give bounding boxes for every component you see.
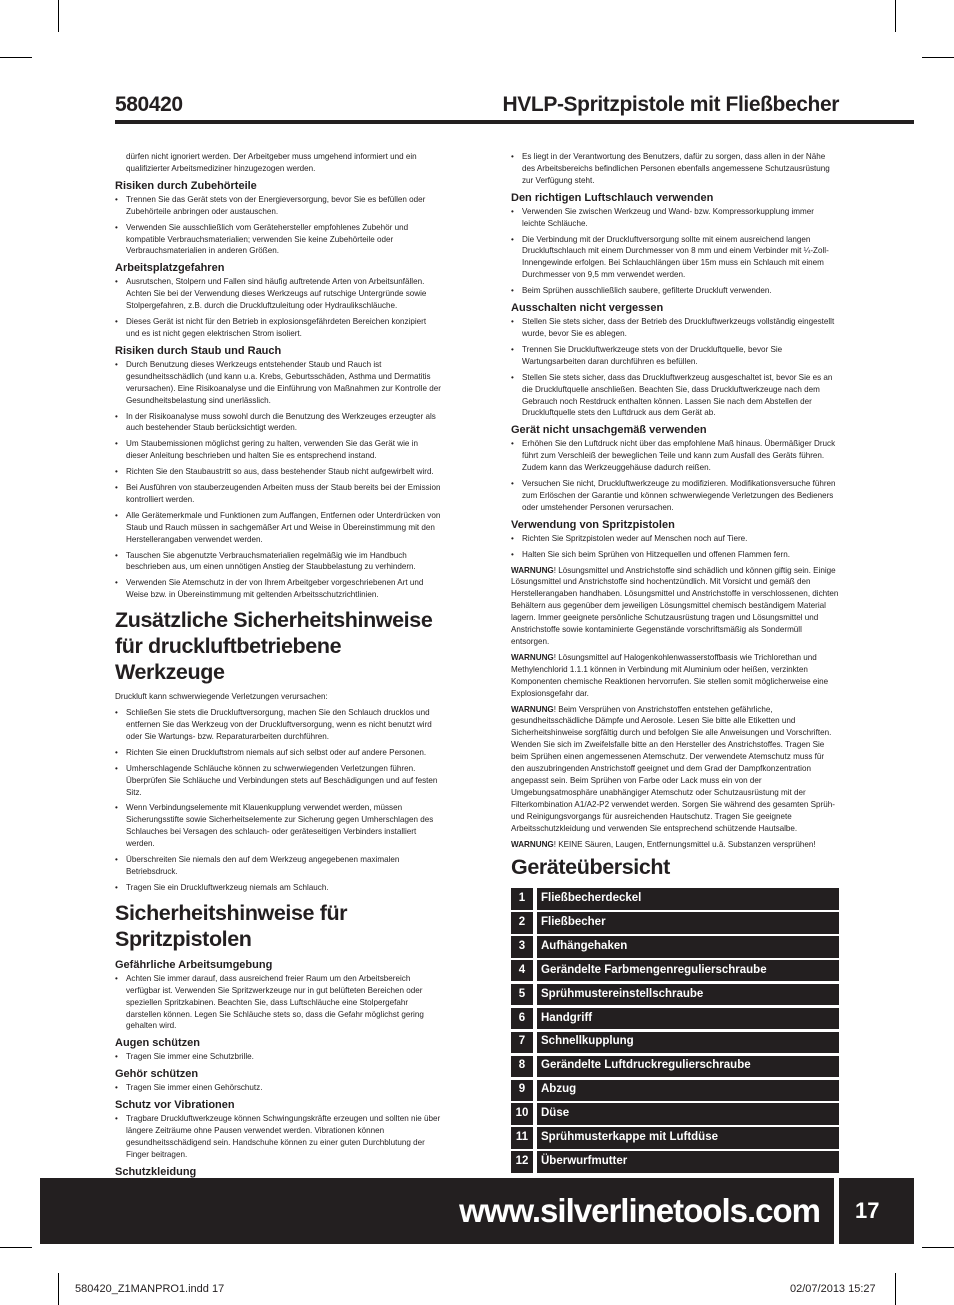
list-item: • Ausrutschen, Stolpern und Fallen sind häufig auftretende Arten von Arbeitsunfällen. Achten Sie bei der Verwendung dieses Werkzeugs auf rutschige Untergründe sowie Stolpergefahren, z.B. durch die Druckluftzuleitung oder Hydraulikschläuche. [115,276,441,312]
section-heading: Gefährliche Arbeitsumgebung [115,958,273,971]
warning-label: WARNUNG [511,839,554,849]
list-item: • Erhöhen Sie den Luftdruck nicht über das empfohlene Maß hinaus. Übermäßiger Druck führt zum Verschleiß der beweglichen Teile und kann zum Ausfall des Geräts führen. Zudem kann das Werkzeuggehäuse dadurch reißen. [511,438,839,474]
part-row [511,1127,839,1148]
list-item: • Richten Sie einen Druckluftstrom niemals auf sich selbst oder auf andere Personen. [115,747,441,759]
part-number: 12 [511,1151,533,1172]
section-heading: Schutzkleidung [115,1165,197,1178]
part-label: Schnellkupplung [537,1032,839,1053]
part-number: 2 [511,912,533,933]
list-item: • Überschreiten Sie niemals den auf dem Werkzeug angegebenen maximalen Betriebsdruck. [115,854,441,878]
part-row [511,912,839,933]
warning-paragraph [511,839,839,851]
section-heading: Gerät nicht unsachgemäß verwenden [511,424,707,437]
crop-mark [922,57,954,58]
warning-paragraph [511,565,839,648]
list-item: • Wenn Verbindungselemente mit Klauenkupplung verwendet werden, müssen Sicherungsstifte sowie Sicherheitselemente zur Sicherung gegen Umherschlagen des Schlauches bei Versagen des schlauch- oder geräteseitigen Verbinders installiert werden. [115,802,441,850]
list-item: • Verwenden Sie ausschließlich vom Gerätehersteller empfohlenes Zubehör und kompatible Verbrauchsmaterialien; verwenden Sie keine Zubehörteile oder Verbrauchsmaterialien in anderen Größen. [115,222,441,258]
major-heading: Sicherheitshinweise für Spritzpistolen [115,900,348,951]
part-row [511,888,839,909]
part-label: Handgriff [537,1008,839,1029]
bullet-list [511,438,839,513]
warning-text: ! Beim Versprühen von Anstrichstoffen entstehen gefährliche, gesundheitsschädliche Dämpfe und Aerosole. Lesen Sie bitte alle Etiketten und Sicherheitshinweise sorgfältig durch und befolgen Sie alle Anweisungen und Vorschriften. Wenden Sie sich im Zweifelsfalle bitte an den Hersteller des Anstrichstoffes. Tragen Sie beim Sprühen einen angemessenen Atemschutz. Der verwendete Atemschutz muss für den auszubringenden Anstrichstoff geeignet und dem Grad der Dampfkonzentration angepasst sein. Beim Sprühen von Farbe oder Lack muss ein von der Umgebungsatmosphäre unabhängiger Atemschutz oder Schutzausrüstung mit der Filterkombination A1/A2-P2 verwendet werden. Sorgen Sie während des gesamten Sprüh- und Reinigungsvorgangs für ausreichenden Hautschutz. Tragen Sie geeignete Arbeitsschutzkleidung und verwenden Sie entsprechend schützende Hautsalbe. [511,704,835,833]
bullet-list [115,276,441,340]
part-label: Abzug [537,1080,839,1101]
warning-paragraph [511,652,839,700]
part-label: Düse [537,1103,839,1124]
part-label: Fließbecherdeckel [537,888,839,909]
crop-mark [0,1247,32,1248]
section-heading: Ausschalten nicht vergessen [511,302,664,315]
section-heading: Augen schützen [115,1037,200,1050]
bullet-list [115,707,441,894]
crop-mark [0,57,32,58]
list-item: • Dieses Gerät ist nicht für den Betrieb in explosionsgefährdeten Bereichen konzipiert und es ist nicht gegen elektrischen Strom isoliert. [115,316,441,340]
part-label: Sprühmustereinstellschraube [537,984,839,1005]
list-item: • Halten Sie sich beim Sprühen von Hitzequellen und offenen Flammen fern. [511,549,839,561]
list-item: • Richten Sie den Staubaustritt so aus, dass bestehender Staub nicht aufgewirbelt wird. [115,466,441,478]
part-number: 9 [511,1080,533,1101]
bullet-list [115,1051,441,1063]
bullet-list [115,973,441,1033]
list-item: • Umherschlagende Schläuche können zu schwerwiegenden Verletzungen führen. Überprüfen Sie Schläuche und Verbindungen stets auf Beschädigungen und auf festen Sitz. [115,763,441,799]
part-number: 11 [511,1127,533,1148]
list-item: • Beim Sprühen ausschließlich saubere, gefilterte Druckluft verwenden. [511,285,839,297]
model-number: 580420 [115,93,183,116]
part-row [511,1103,839,1124]
part-row [511,960,839,981]
section-heading: Den richtigen Luftschlauch verwenden [511,191,714,204]
list-item: • Stellen Sie stets sicher, dass das Druckluftwerkzeug ausgeschaltet ist, bevor Sie es an die Druckluftquelle anschließen. Beachten Sie, dass Druckluftwerkzeuge nach dem Gebrauch noch Restdruck enthalten können. Lassen Sie nach dem Abstellen der Druckluftquelle stets den Luftdruck aus dem Gerät ab. [511,372,839,420]
list-item: • Es liegt in der Verantwortung des Benutzers, dafür zu sorgen, dass allen in der Nähe des Arbeitsbereichs befindlichen Personen ebenfalls angemessene Schutzausrüstung zur Verfügung steht. [511,151,839,187]
list-item: • Trennen Sie das Gerät stets von der Energieversorgung, bevor Sie es befüllen oder Zubehörteile anbringen oder austauschen. [115,194,441,218]
list-item: • Um Staubemissionen möglichst gering zu halten, verwenden Sie das Gerät wie in dieser Anleitung beschrieben und halten Sie es entsprechend instand. [115,438,441,462]
bullet-list [115,1082,441,1094]
bullet-list [511,151,839,187]
part-number: 3 [511,936,533,957]
part-row [511,1080,839,1101]
part-row [511,1008,839,1029]
part-number: 5 [511,984,533,1005]
section-heading: Risiken durch Zubehörteile [115,179,257,192]
list-item: • Tragbare Druckluftwerkzeuge können Schwingungskräfte erzeugen und sollten nie über längere Zeiträume ohne Pausen verwendet werden. Vibrationen können gesundheitsschädigend sein. Handschuhe können zu einer guten Durchblutung der Finger beitragen. [115,1113,441,1161]
list-item: • Verwenden Sie zwischen Werkzeug und Wand- bzw. Kompressorkupplung immer leichte Schläuche. [511,206,839,230]
page-title: HVLP-Spritzpistole mit Fließbecher [502,93,839,116]
bullet-list [115,1113,441,1161]
part-number: 6 [511,1008,533,1029]
website-link[interactable]: www.silverlinetools.com [459,1192,820,1229]
crop-mark [895,0,896,32]
list-item: • Tragen Sie immer einen Gehörschutz. [115,1082,441,1094]
list-item: • Achten Sie immer darauf, dass ausreichend freier Raum um den Arbeitsbereich verfügbar ist. Verwenden Sie Spritzwerkzeuge nur in gut belüfteten Bereichen oder speziellen Spritzkabinen. Beachten Sie, dass Luftschläuche eine Stolpergefahr darstellen können. Legen Sie Schläuche stets so, dass die Gefahr möglichst gering gehalten wird. [115,973,441,1033]
crop-mark [58,1273,59,1305]
list-item: • Tragen Sie immer eine Schutzbrille. [115,1051,441,1063]
bullet-list [511,533,839,561]
list-item: • Durch Benutzung dieses Werkzeugs entstehender Staub und Rauch ist gesundheitsschädlich (und kann u.a. Krebs, Geburtsschäden, Asthma und Dermatitis verursachen). Eine Risikoanalyse und die Einführung von Maßnahmen zur Kontrolle der Gesundheitsbelastung sind unerlässlich. [115,359,441,407]
part-number: 10 [511,1103,533,1124]
part-label: Gerändelte Luftdruckregulierschraube [537,1056,839,1077]
major-heading: Geräteübersicht [511,855,670,880]
list-item: • In der Risikoanalyse muss sowohl durch die Benutzung des Werkzeuges erzeugter als auch bestehender Staub berücksichtigt werden. [115,411,441,435]
list-item: • Schließen Sie stets die Druckluftversorgung, machen Sie den Schlauch drucklos und entfernen Sie das Werkzeug von der Druckluftversorgung, wenn es nicht benutzt wird oder Sie Wartungs- bzw. Reparaturarbeiten durchführen. [115,707,441,743]
slug-date: 02/07/2013 15:27 [790,1283,876,1295]
part-row [511,1032,839,1053]
part-row [511,984,839,1005]
section-heading: Verwendung von Spritzpistolen [511,518,675,531]
part-label: Aufhängehaken [537,936,839,957]
footer-bar [40,1178,834,1244]
part-row [511,1056,839,1077]
page-header [115,87,839,117]
list-item: • Trennen Sie Druckluftwerkzeuge stets von der Druckluftquelle, bevor Sie Wartungsarbeiten daran durchführen es befüllen. [511,344,839,368]
parts-list [511,888,839,1172]
list-item: • Richten Sie Spritzpistolen weder auf Menschen noch auf Tiere. [511,533,839,545]
part-label: Fließbecher [537,912,839,933]
part-row [511,936,839,957]
bullet-list [115,359,441,601]
major-heading: Zusätzliche Sicherheitshinweise für druckluftbetriebene Werkzeuge [115,608,433,685]
section-heading: Schutz vor Vibrationen [115,1099,235,1112]
bullet-list [115,194,441,258]
page-number: 17 [839,1178,914,1244]
part-number: 1 [511,888,533,909]
list-item: • Versuchen Sie nicht, Druckluftwerkzeuge zu modifizieren. Modifikationsversuche führen zum Erlöschen der Garantie und können schwerwiegende Verletzungen des Bedieners oder umstehender Personen verursachen. [511,478,839,514]
section-heading: Risiken durch Staub und Rauch [115,344,282,357]
header-rule [115,120,914,124]
part-label: Sprühmusterkappe mit Luftdüse [537,1127,839,1148]
paragraph: Druckluft kann schwerwiegende Verletzungen verursachen: [115,692,328,702]
part-label: Gerändelte Farbmengenregulierschraube [537,960,839,981]
list-item: • Tragen Sie ein Druckluftwerkzeug niemals am Schlauch. [115,882,441,894]
left-column [115,151,441,1208]
warning-label: WARNUNG [511,704,554,714]
list-item: • Verwenden Sie Atemschutz in der von Ihrem Arbeitgeber vorgeschriebenen Art und Weise bzw. in Übereinstimmung mit geltenden Arbeitsschutzrichtlinien. [115,577,441,601]
list-item: • Stellen Sie stets sicher, dass der Betrieb des Druckluftwerkzeugs vollständig eingestellt wurde, bevor Sie es ablegen. [511,316,839,340]
crop-mark [58,0,59,32]
part-number: 4 [511,960,533,981]
part-number: 8 [511,1056,533,1077]
warning-label: WARNUNG [511,652,554,662]
part-row [511,1151,839,1172]
bullet-list [511,316,839,419]
list-item: • Alle Gerätemerkmale und Funktionen zum Auffangen, Entfernen oder Unterdrücken von Staub und Rauch müssen in sachgemäßer Art und Weise in Übereinstimmung mit den Herstellerangaben verwendet werden. [115,510,441,546]
section-heading: Gehör schützen [115,1068,199,1081]
list-item: • Bei Ausführen von stauberzeugenden Arbeiten muss der Staub bereits bei der Emission kontrolliert werden. [115,482,441,506]
slug-filename: 580420_Z1MANPRO1.indd 17 [75,1283,225,1295]
part-number: 7 [511,1032,533,1053]
list-item: • Die Verbindung mit der Druckluftversorgung sollte mit einem ausreichend langen Druckluftschlauch mit einem Durchmesser von 8 mm und einem Verbinder mit ¼-Zoll-Innengewinde erfolgen. Bei Schlauchlängen über 15m muss ein Schlauch mit einem Durchmesser von 9,5 mm verwendet werden. [511,234,839,282]
warning-label: WARNUNG [511,565,554,575]
part-label: Überwurfmutter [537,1151,839,1172]
list-item: • Tauschen Sie abgenutzte Verbrauchsmaterialien regelmäßig wie im Handbuch beschrieben aus, um einen unnötigen Anstieg der Staubbelastung zu verhindern. [115,550,441,574]
intro-text: dürfen nicht ignoriert werden. Der Arbeitgeber muss umgehend informiert und ein qualifizierter Arbeitsmediziner hinzugezogen werden. [126,152,417,173]
warning-text: ! Lösungsmittel und Anstrichstoffe sind schädlich und können giftig sein. Einige Lösungsmittel und Anstrichstoffe sind hochentzündlich. Mit Vorsicht und gemäß den Herstellerangaben handhaben. Lösungsmittel und Anstrichstoffe in verschlossenen, dichten Behältern aus gegenüber dem jeweiligen Lösungsmittel chemisch beständigem Material lagern. Immer geeignete persönliche Schutzausrüstung tragen und Lösungsmittel und Anstrichstoffe sowie kontaminierte Gegenstände vorschriftsmäßig als Sondermüll entsorgen. [511,565,839,646]
bullet-list [511,206,839,297]
crop-mark [922,1247,954,1248]
warning-text: ! Lösungsmittel auf Halogenkohlenwasserstoffbasis wie Trichlorethan und Methylenchlorid 1.1.1 können in Verbindung mit Aluminium oder heißen, verzinkten Komponenten chemische Reaktionen hervorrufen. Sie stellen somit möglicherweise eine Explosionsgefahr dar. [511,652,829,698]
crop-mark [895,1273,896,1305]
right-column [511,151,839,1175]
section-heading: Arbeitsplatzgefahren [115,262,225,275]
warning-text: ! KEINE Säuren, Laugen, Entfernungsmittel u.ä. Substanzen versprühen! [553,839,816,849]
warning-paragraph [511,704,839,835]
